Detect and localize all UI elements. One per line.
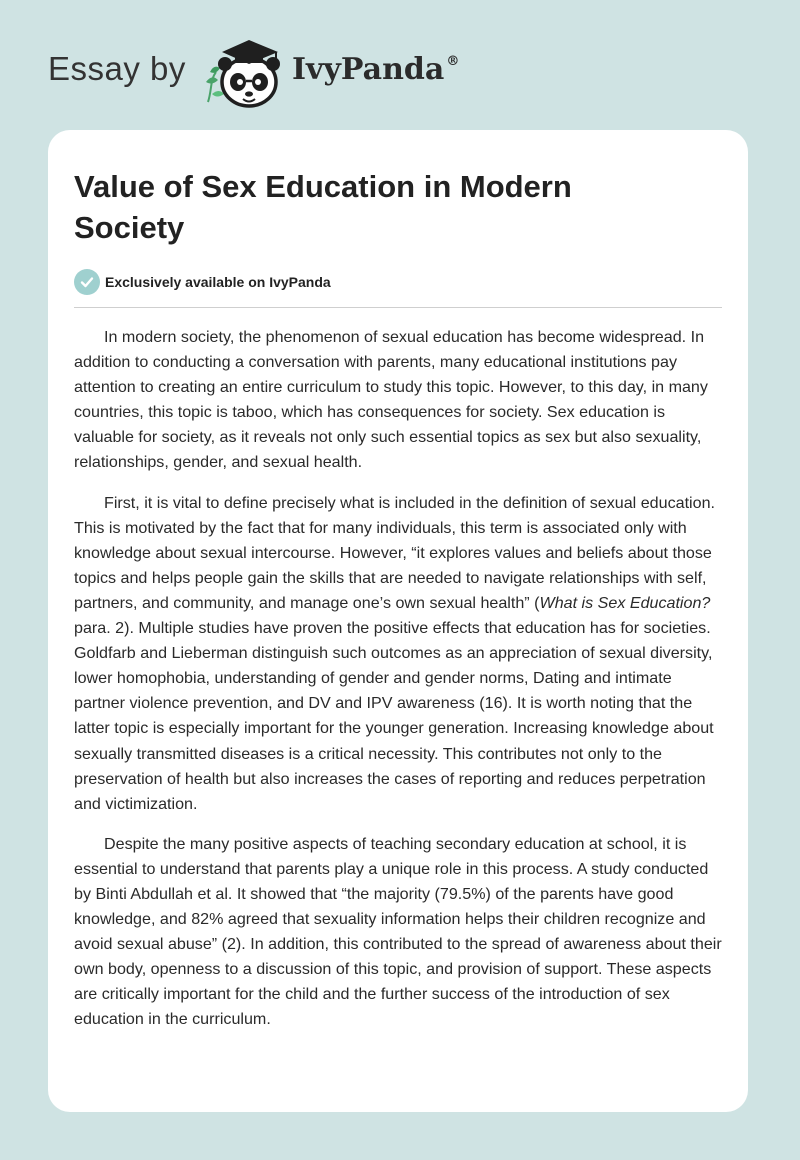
brand-header [48,30,548,110]
cited-title: What is Sex Education? [539,593,711,612]
paragraph-1: In modern society, the phenomenon of sexual education has become widespread. In addition to conducting a conversation with parents, many educational institutions pay attention to creating an entire curriculum to study this topic. However, to this day, in many countries, this topic is taboo, which has consequences for society. Sex education is valuable for society, as it reveals not only such essential topics as sex but also sexuality, relationships, gender, and sexual health. [74,328,708,472]
paragraph-3: Despite the many positive aspects of teaching secondary education at school, it is essential to understand that parents play a unique role in this process. A study conducted by Binti Abdullah et al. It showed that “the majority (79.5%) of the parents have good knowledge, and 82% agreed that sexuality information helps their children recognize and avoid sexual abuse” (2). In addition, this contributed to the spread of awareness about their own body, openness to a discussion of this topic, and provision of support. These aspects are critically important for the child and the further success of the introduction of sex education in the curriculum. [74,834,722,1029]
exclusive-badge [74,269,722,295]
check-icon [74,269,100,295]
brand-prefix: Essay by [48,50,186,87]
essay-body [74,325,722,1033]
brand-name: IvyPanda ® [292,52,460,87]
divider [74,307,722,308]
page-title: Value of Sex Education in Modern Society [74,169,572,245]
essay-card [48,130,748,1112]
badge-text: Exclusively available on IvyPanda [105,274,331,290]
panda-graduate-icon [202,32,288,115]
paragraph-2: First, it is vital to define precisely what is included in the definition of sexual education. This is motivated by the fact that for many individuals, this term is associated only with knowledge about sexual intercourse. However, “it explores values and beliefs about those topics and helps people gain the skills that are needed to navigate relationships with self, partners, and community, and manage one’s own sexual health” (What is Sex Education? para. 2). Multiple studies have proven the positive effects that education has for societies. Goldfarb and Lieberman distinguish such outcomes as an appreciation of sexual diversity, lower homophobia, understanding of gender and gender norms, Dating and intimate partner violence prevention, and DV and IPV awareness (16). It is worth noting that the latter topic is especially important for the younger generation. Increasing knowledge about sexually transmitted diseases is a critical necessity. This contributes not only to the preservation of health but also increases the cases of reporting and reduces perpetration and victimization. [74,493,715,813]
